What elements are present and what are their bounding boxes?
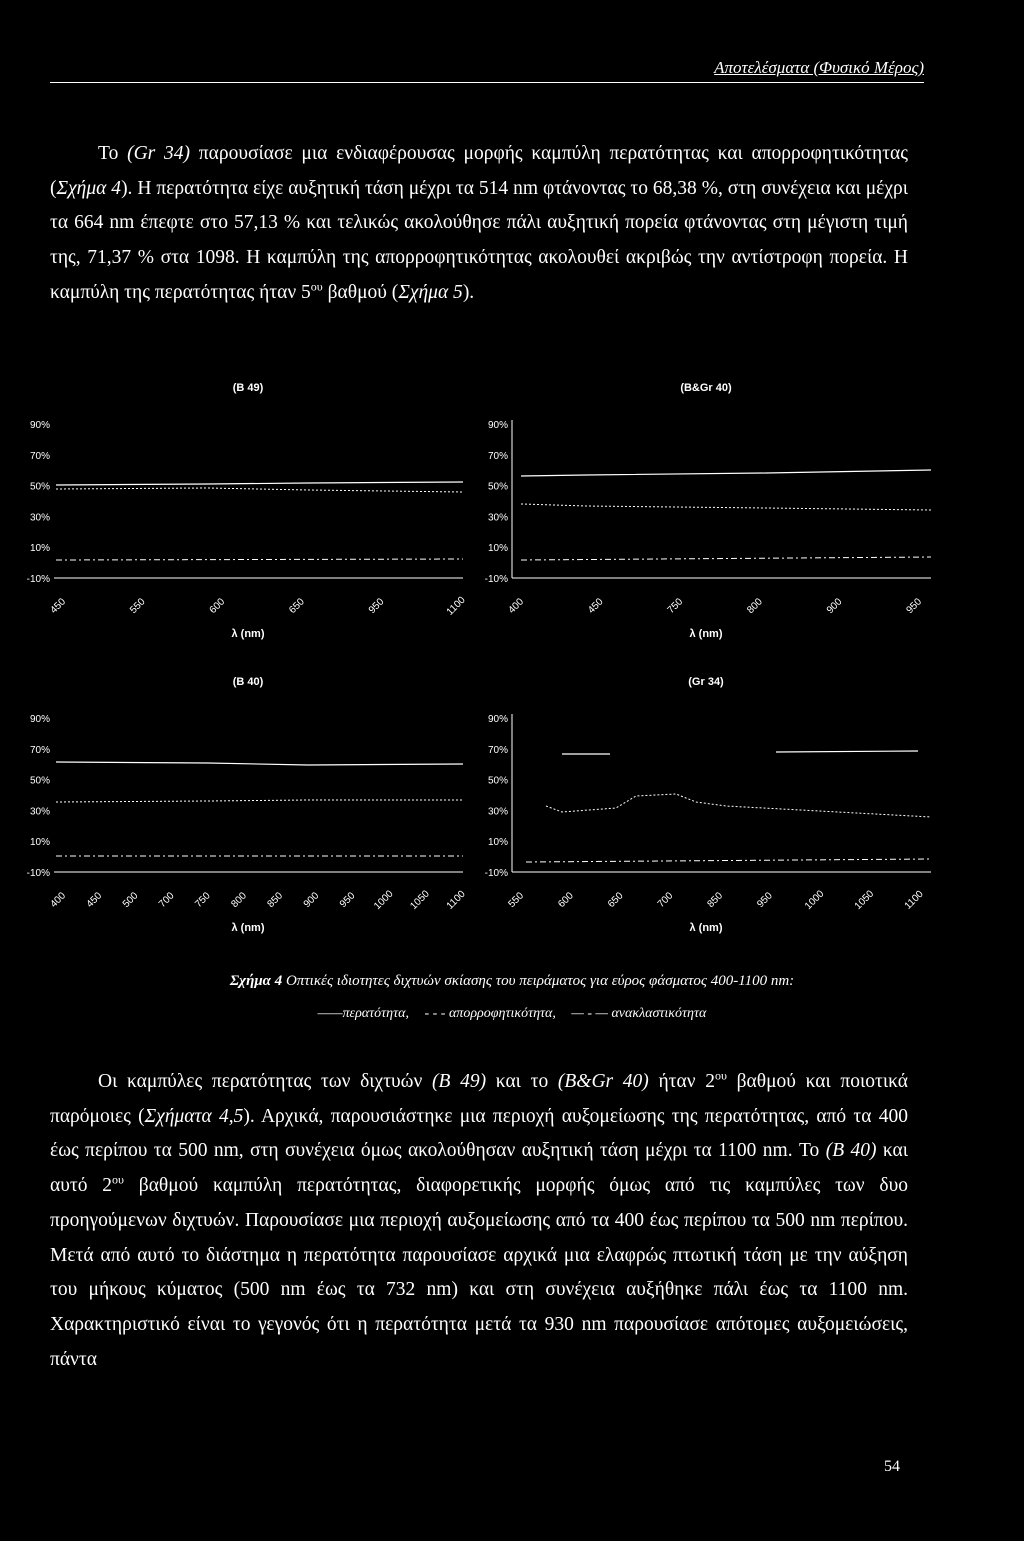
x-tick-label: 1000 [372,888,396,912]
absorbance-line [56,488,463,492]
text-span: παρουσίασε μια ενδιαφέρουσας μορφής καμπύλη περατότητας και απορροφητικότητας ( [50,143,908,199]
absorbance-line [56,800,463,802]
x-tick-label: 1100 [902,888,926,912]
x-axis-label: λ (nm) [689,922,723,934]
transmittance-line [521,470,931,476]
chart-gr34-plot [466,676,946,956]
chart-title: (B 40) [232,676,264,688]
caption-text: Οπτικές ιδιοτητες διχτυών σκίασης του πειράματος για εύρος φάσματος 400-1100 nm: [282,973,795,989]
ordinal-sup: ου [112,1172,124,1187]
chart-title: (B 49) [232,382,264,394]
x-tick-label: 1000 [802,888,827,912]
x-tick-label: 400 [506,596,527,617]
y-tick-label: 30% [487,806,508,818]
x-tick-label: 1050 [408,888,432,912]
figure-ref: Σχήμα 4 [56,177,122,199]
x-tick-label: 800 [229,890,249,911]
absorbance-line [546,794,931,817]
y-tick-label: -10% [484,574,508,585]
y-tick-label: 10% [487,543,508,555]
text-span: ). [462,281,475,303]
sample-name: (Gr 34) [127,143,191,164]
text-span: βαθμού ( [322,281,399,303]
transmittance-line-b [776,751,918,752]
text-span: Το [98,143,128,164]
chart-bgr40-plot [466,382,946,662]
x-tick-label: 1050 [852,888,877,912]
figure-ref: Σχήμα 5 [398,281,463,303]
y-tick-label: 50% [487,481,508,493]
x-tick-label: 550 [128,596,148,617]
x-tick-label: 1100 [444,888,468,912]
y-tick-label: 90% [29,714,50,725]
legend-transmittance: ——περατότητα, [317,1006,409,1021]
y-tick-label: 70% [487,744,508,756]
y-tick-label: -10% [26,574,50,585]
y-tick-label: 50% [487,775,508,787]
x-tick-label: 600 [556,890,576,911]
x-tick-label: 400 [48,890,69,911]
sample-name: (B 49) [432,1071,487,1092]
reflectance-line [56,559,463,560]
figure-caption [50,973,974,990]
page-number: 54 [884,1458,900,1475]
x-tick-label: 750 [665,596,686,617]
x-tick-label: 850 [705,890,726,911]
y-tick-label: 70% [29,450,50,462]
x-tick-label: 450 [586,596,606,617]
text-span: βαθμού καμπύλη περατότητας, διαφορετικής μορφής όμως από τις καμπύλες των δυο προηγούμενων διχτυών. Παρουσίασε μια περιοχή αυξομείωσης από τα 400 έως περίπου τα 500 nm περίπου. Μετά από αυτό το διάστημα η περατότητα παρουσίασε αρχικά μια ελαφρώς πτωτική τάση με την αύξηση του μήκους κύματος (500 nm έως τα 732 nm) και στη συνέχεια αυξήθηκε πάλι έως τα 1100 nm. Χαρακτηριστικό είναι το γεγονός ότι η περατότητα μετά τα 930 nm παρουσίασε απότομες αυξομειώσεις, πάντα [50,1175,908,1370]
sample-name: (B&Gr 40) [557,1071,649,1092]
x-tick-label: 650 [605,890,626,911]
x-tick-label: 700 [156,890,177,911]
x-axis-label: λ (nm) [231,628,265,640]
y-tick-label: -10% [484,868,508,879]
text-span: ήταν 2 [648,1071,715,1092]
x-tick-label: 950 [366,596,387,617]
paragraph-discussion [50,1065,908,1377]
y-tick-label: -10% [26,868,50,879]
text-span: και το [486,1071,558,1092]
chart-title: (B&Gr 40) [680,382,732,394]
y-tick-label: 90% [29,420,50,431]
x-tick-label: 950 [755,890,775,911]
x-tick-label: 900 [824,596,845,617]
x-tick-label: 500 [120,890,141,911]
reflectance-line [521,557,931,560]
x-tick-label: 600 [207,596,228,617]
chart-title: (Gr 34) [688,676,724,688]
chart-b40 [8,676,488,956]
caption-label: Σχήμα 4 [229,973,283,989]
chart-bgr40 [466,382,946,662]
figure-legend [50,1006,974,1022]
y-tick-label: 90% [487,420,508,431]
transmittance-line [56,482,463,485]
x-axis-label: λ (nm) [231,922,265,934]
x-tick-label: 950 [904,596,925,617]
legend-reflectance: — - — ανακλαστικότητα [571,1006,707,1021]
y-tick-label: 10% [487,837,508,849]
text-span: και αυτό 2 [50,1140,909,1197]
chart-b49-plot [8,382,488,662]
text-span: βαθμού και ποιοτικά παρόμοιες ( [50,1071,908,1127]
x-tick-label: 450 [84,890,105,911]
x-tick-label: 550 [506,890,527,911]
figure-ref: Σχήματα 4,5 [144,1105,244,1127]
x-tick-label: 1100 [444,594,468,618]
chart-b40-plot [8,676,488,956]
y-tick-label: 30% [29,512,50,524]
x-tick-label: 700 [655,890,676,911]
transmittance-line [56,762,463,765]
y-tick-label: 10% [29,543,50,555]
y-tick-label: 30% [29,806,50,818]
text-span: ). Η περατότητα είχε αυξητική τάση μέχρι τα 514 nm φτάνοντας το 68,38 %, στη συνέχεια και μέχρι τα 664 nm έπεφτε στο 57,13 % και τελικώς ακολούθησε πάλι αυξητική πορεία φτάνοντας στη μέγιστη τιμή της, 71,37 % στα 1098. Η καμπύλη της απορροφητικότητας ακολουθεί ακριβώς την αντίστροφη πορεία. Η καμπύλη της περατότητας ήταν 5 [50,177,908,303]
y-tick-label: 70% [487,450,508,462]
x-tick-label: 450 [48,596,69,617]
y-tick-label: 70% [29,744,50,756]
legend-absorbance: - - - απορροφητικότητα, [424,1006,556,1021]
ordinal-sup: ου [714,1068,727,1083]
chart-b49 [8,382,488,662]
page-header: Αποτελέσματα (Φυσικό Μέρος) [50,58,924,83]
reflectance-line [526,859,931,862]
x-tick-label: 650 [287,596,307,617]
y-tick-label: 50% [29,775,50,787]
x-tick-label: 900 [301,890,322,911]
text-span: ). Αρχικά, παρουσιάστηκε μια περιοχή αυξομείωσης της περατότητας, από τα 400 έως περίπου τα 500 nm, στη συνέχεια όμως ακολούθησαν αυξητική τάση μέχρι τα 1100 nm. Το [50,1105,908,1162]
absorbance-line [521,504,931,510]
y-tick-label: 30% [487,512,508,524]
paragraph-gr34 [50,137,908,311]
x-tick-label: 950 [337,890,358,911]
y-tick-label: 10% [29,837,50,849]
x-axis-label: λ (nm) [689,628,723,640]
y-tick-label: 90% [487,714,508,725]
y-tick-label: 50% [29,481,50,493]
x-tick-label: 800 [745,596,765,617]
text-span: Οι καμπύλες περατότητας των διχτυών [98,1071,433,1092]
x-tick-label: 750 [193,890,213,911]
sample-name: (B 40) [825,1140,877,1162]
chart-gr34 [466,676,946,956]
ordinal-sup: ου [310,279,323,294]
x-tick-label: 850 [265,890,286,911]
